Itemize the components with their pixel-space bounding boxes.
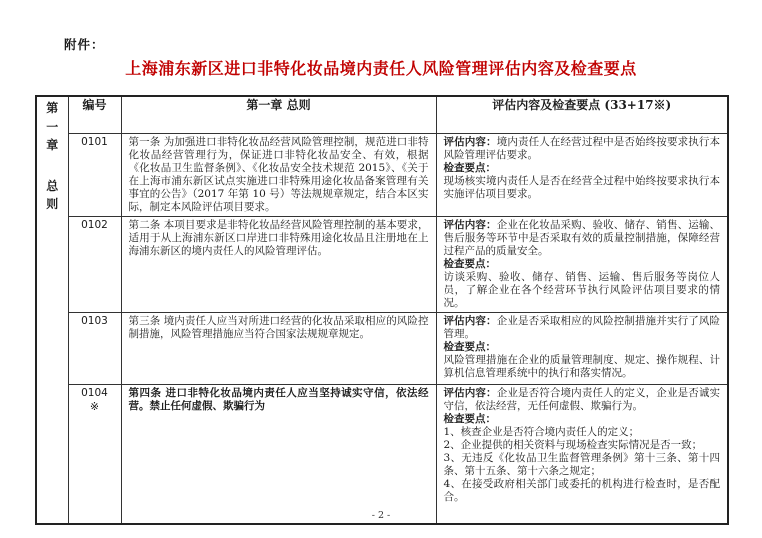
eval-label: 评估内容： (443, 314, 497, 327)
eval-text: 境内责任人在经营过程中是否始终按要求执行本风险管理评估要求。 (443, 135, 721, 161)
check-label: 检查要点： (443, 257, 496, 270)
assessment-cell (436, 216, 728, 312)
assessment-cell (436, 133, 728, 216)
chapter-sub-label: 总则 (46, 178, 59, 212)
eval-text: 企业在化妆品采购、验收、储存、销售、运输、售后服务等环节中是否采取有效的质量控制措施，保障经营过程产品的质量安全。 (443, 218, 721, 257)
row-id (68, 133, 121, 216)
row-id (68, 216, 121, 312)
eval-paragraph (444, 219, 721, 258)
assessment-cell (436, 312, 728, 384)
check-line: 现场核实境内责任人是否在经营全过程中始终按要求执行本实施评估项目要求。 (443, 174, 720, 200)
eval-text: 企业是否符合境内责任人的定义，企业是否诚实守信，依法经营，无任何虚假、欺骗行为。 (443, 386, 721, 412)
table-row (36, 216, 728, 312)
row-mark: ※ (89, 399, 100, 413)
eval-paragraph (444, 387, 721, 413)
eval-label: 评估内容： (443, 386, 497, 399)
table-row (36, 312, 728, 384)
row-id-text: 0101 (81, 135, 108, 148)
row-id-text: 0102 (81, 218, 108, 231)
check-line: 3、无违反《化妆品卫生监督管理条例》第十三条、第十四条、第十五条、第十六条之规定； (443, 451, 720, 477)
assessment-table (35, 95, 729, 525)
row-id-text: 0103 (81, 314, 108, 327)
check-line: 4、在接受政府相关部门或委托的机构进行检查时，是否配合。 (443, 477, 720, 503)
header-chapter: 第一章 总则 (121, 96, 436, 133)
row-id (68, 384, 121, 524)
check-label: 检查要点： (443, 412, 496, 425)
row-id (68, 312, 121, 384)
chapter-label: 第一章 (46, 101, 59, 153)
clause-cell: 第三条 境内责任人应当对所进口经营的化妆品采取相应的风险控制措施，风险管理措施应当符合国家法规规章规定。 (121, 312, 436, 384)
table-header-row (36, 96, 728, 133)
clause-cell: 第二条 本项目要求是非特化妆品经营风险管理控制的基本要求，适用于从上海浦东新区口岸进口非特殊用途化妆品且注册地在上海浦东新区的境内责任人的风险管理评估。 (121, 216, 436, 312)
table-row (36, 384, 728, 524)
page-title: 上海浦东新区进口非特化妆品境内责任人风险管理评估内容及检查要点 (125, 59, 637, 78)
check-label: 检查要点： (443, 161, 496, 174)
eval-label: 评估内容： (443, 135, 497, 148)
table-row (36, 133, 728, 216)
check-line: 2、企业提供的相关资料与现场检查实际情况是否一致； (443, 438, 703, 451)
row-id-text: 0104 (81, 386, 108, 399)
page-number: - 2 - (371, 510, 391, 521)
eval-paragraph (444, 136, 721, 162)
check-line: 访谈采购、验收、储存、销售、运输、售后服务等岗位人员，了解企业在各个经营环节执行风险评估项目要求的情况。 (443, 270, 720, 309)
clause-cell: 第四条 进口非特化妆品境内责任人应当坚持诚实守信，依法经营。禁止任何虚假、欺骗行为 (121, 384, 436, 524)
header-assessment: 评估内容及检查要点 (33+17※) (436, 96, 728, 133)
eval-paragraph (444, 315, 721, 341)
clause-cell: 第一条 为加强进口非特化妆品经营风险管理控制，规范进口非特化妆品经营管理行为，保证进口非特化妆品安全、有效，根据《化妆品卫生监督条例》、《化妆品安全技术规范 2015》、《关于在上海市浦东新区试点实施进口非特殊用途化妆品备案管理有关事宜的公告》（2017 年第 10 号）等法规规章规定，结合本区实际，制定本风险评估项目要求。 (121, 133, 436, 216)
chapter-gap (44, 155, 61, 177)
check-line: 1、核查企业是否符合境内责任人的定义； (443, 425, 640, 438)
eval-label: 评估内容： (443, 218, 497, 231)
chapter-sidebar-cell (36, 96, 68, 524)
header-id: 编号 (68, 96, 121, 133)
check-label: 检查要点： (443, 340, 496, 353)
eval-text: 企业是否采取相应的风险控制措施并实行了风险管理。 (443, 314, 721, 340)
attachment-label: 附件： (64, 37, 105, 52)
check-line: 风险管理措施在企业的质量管理制度、规定、操作规程、计算机信息管理系统中的执行和落实情况。 (443, 353, 720, 379)
assessment-cell (436, 384, 728, 524)
